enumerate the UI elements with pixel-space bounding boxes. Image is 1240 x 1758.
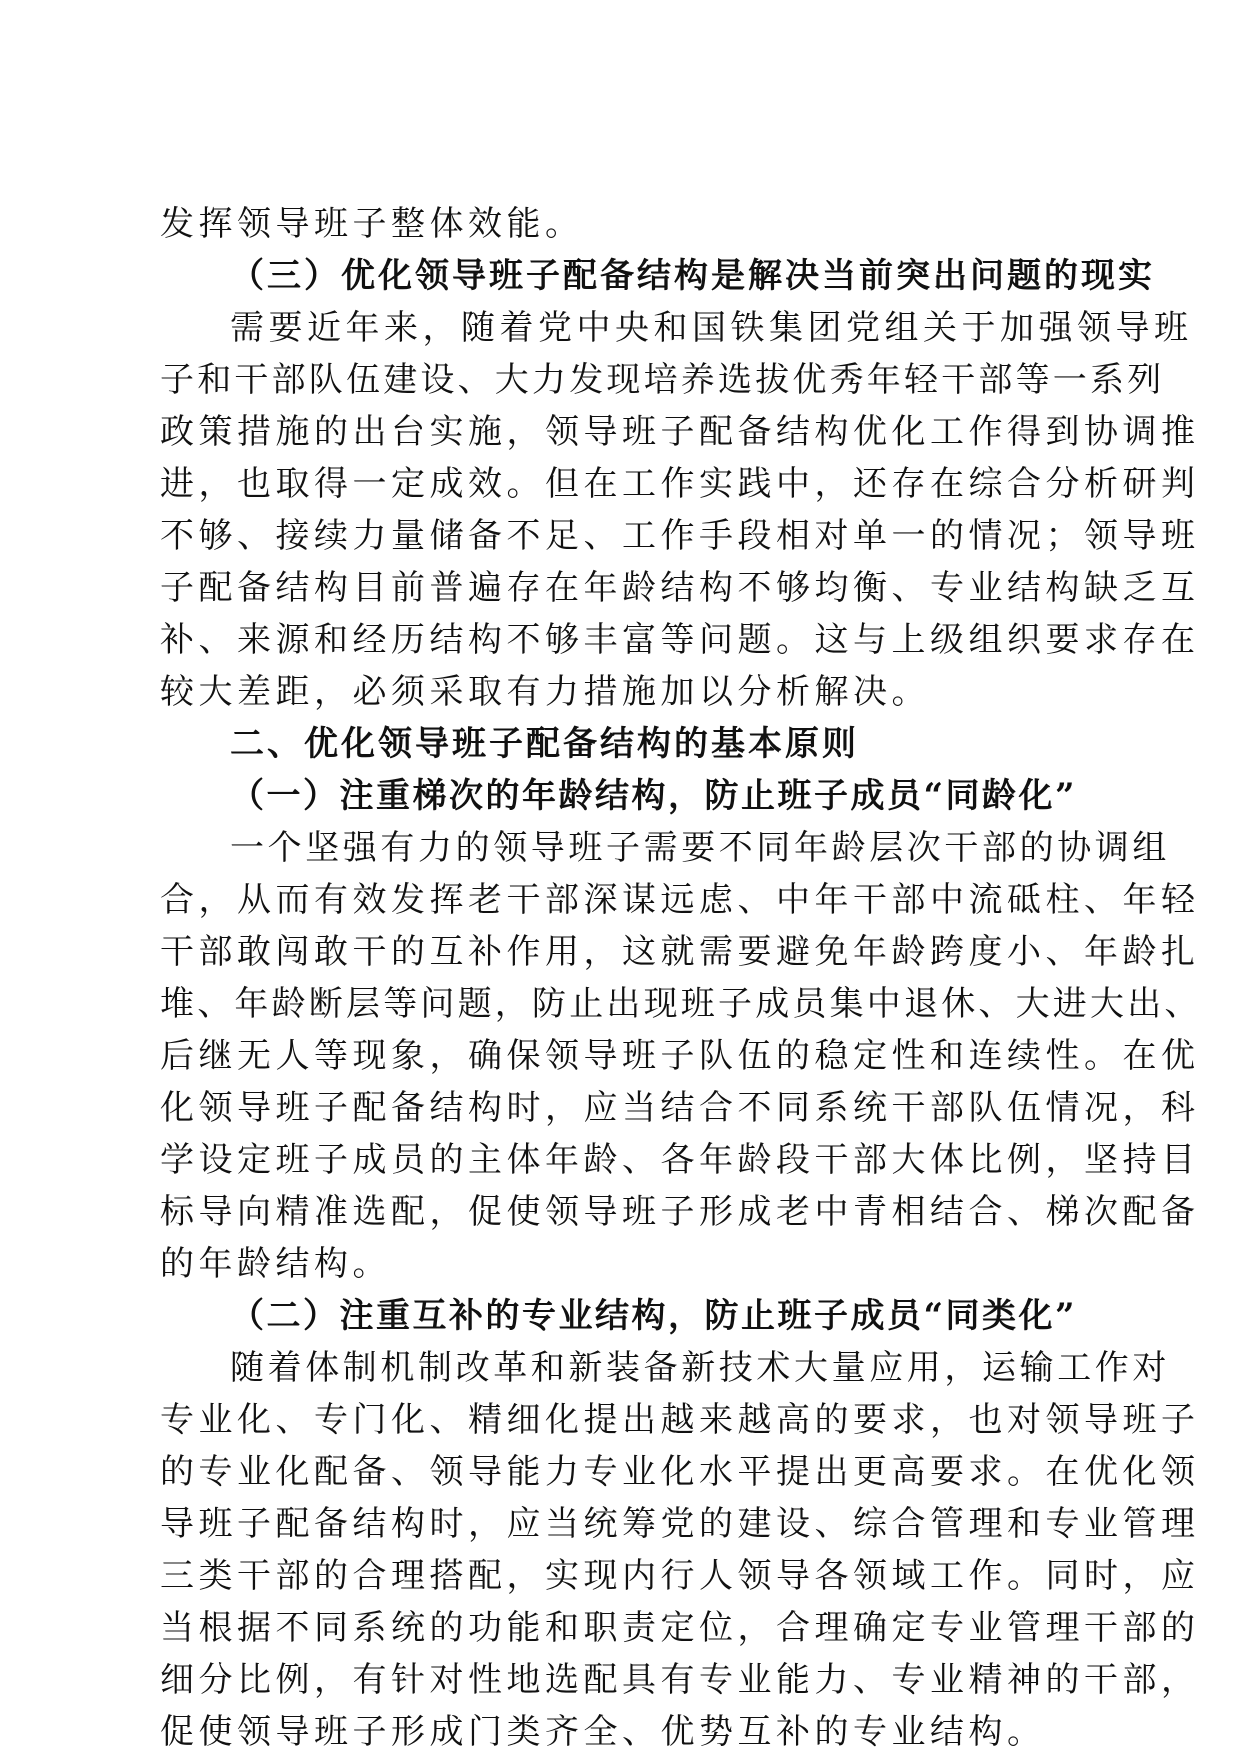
paragraph-line: 不够、接续力量储备不足、工作手段相对单一的情况；领导班 — [160, 516, 1200, 556]
section-heading-2: 二、优化领导班子配备结构的基本原则 — [230, 724, 859, 764]
paragraph-line: 化领导班子配备结构时，应当结合不同系统干部队伍情况，科 — [160, 1088, 1200, 1128]
paragraph-line: 干部敢闯敢干的互补作用，这就需要避免年龄跨度小、年龄扎 — [160, 932, 1200, 972]
paragraph-line: 导班子配备结构时，应当统筹党的建设、综合管理和专业管理 — [160, 1504, 1200, 1544]
subsection-heading-3: （三）优化领导班子配备结构是解决当前突出问题的现实 — [230, 256, 1155, 296]
paragraph-line: 需要近年来，随着党中央和国铁集团党组关于加强领导班 — [230, 308, 1193, 348]
paragraph-line: 随着体制机制改革和新装备新技术大量应用，运输工作对 — [230, 1348, 1170, 1388]
paragraph-line: 一个坚强有力的领导班子需要不同年龄层次干部的协调组 — [230, 828, 1170, 868]
paragraph-line: 进，也取得一定成效。但在工作实践中，还存在综合分析研判 — [160, 464, 1200, 504]
paragraph-line: 子配备结构目前普遍存在年龄结构不够均衡、专业结构缺乏互 — [160, 568, 1200, 608]
paragraph-line: 子和干部队伍建设、大力发现培养选拔优秀年轻干部等一系列 — [160, 360, 1165, 400]
paragraph-line: 后继无人等现象，确保领导班子队伍的稳定性和连续性。在优 — [160, 1036, 1200, 1076]
paragraph-line: 合，从而有效发挥老干部深谋远虑、中年干部中流砥柱、年轻 — [160, 880, 1200, 920]
paragraph-line: 较大差距，必须采取有力措施加以分析解决。 — [160, 672, 930, 712]
paragraph-line: 学设定班子成员的主体年龄、各年龄段干部大体比例，坚持目 — [160, 1140, 1200, 1180]
paragraph-line: 标导向精准选配，促使领导班子形成老中青相结合、梯次配备 — [160, 1192, 1200, 1232]
subsection-heading-2: （二）注重互补的专业结构，防止班子成员“同类化” — [230, 1296, 1078, 1336]
paragraph-line: 堆、年龄断层等问题，防止出现班子成员集中退休、大进大出、 — [160, 984, 1202, 1024]
paragraph-line: 政策措施的出台实施，领导班子配备结构优化工作得到协调推 — [160, 412, 1200, 452]
paragraph-line: 细分比例，有针对性地选配具有专业能力、专业精神的干部， — [160, 1660, 1200, 1700]
paragraph-line: 的专业化配备、领导能力专业化水平提出更高要求。在优化领 — [160, 1452, 1200, 1492]
subsection-heading-1: （一）注重梯次的年龄结构，防止班子成员“同龄化” — [230, 776, 1078, 816]
paragraph-line: 专业化、专门化、精细化提出越来越高的要求，也对领导班子 — [160, 1400, 1200, 1440]
paragraph-line: 当根据不同系统的功能和职责定位，合理确定专业管理干部的 — [160, 1608, 1200, 1648]
paragraph-line: 发挥领导班子整体效能。 — [160, 204, 584, 244]
paragraph-line: 促使领导班子形成门类齐全、优势互补的专业结构。 — [160, 1712, 1046, 1752]
paragraph-line: 补、来源和经历结构不够丰富等问题。这与上级组织要求存在 — [160, 620, 1200, 660]
paragraph-line: 的年龄结构。 — [160, 1244, 391, 1284]
paragraph-line: 三类干部的合理搭配，实现内行人领导各领域工作。同时，应 — [160, 1556, 1200, 1596]
